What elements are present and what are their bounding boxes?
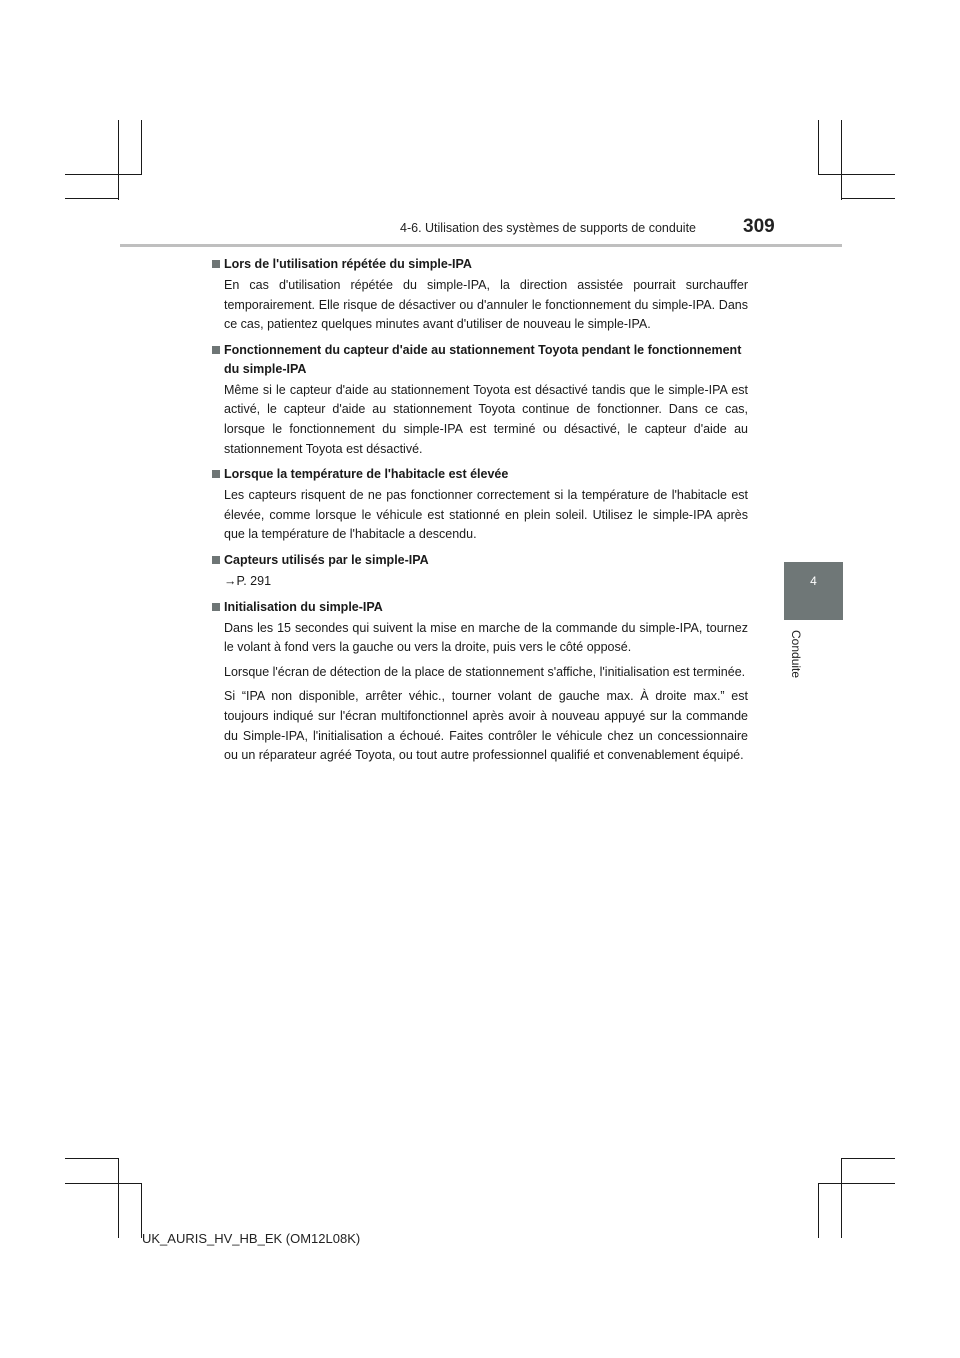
crop-mark <box>818 174 895 175</box>
section-paragraph: Si “IPA non disponible, arrêter véhic., tourner volant de gauche max. À droite max.” est toujours indiqué sur l'écran multifonctionnel après avoir à nouveau appuyé sur la commande du Simple-IPA, l'initialisation a échoué. Faites contrôler le véhicule chez un concessionnaire ou un réparateur agréé Toyota, ou tout autre professionnel qualifié et convenablement équipé. <box>224 689 748 763</box>
chapter-number: 4 <box>810 574 817 588</box>
crop-mark <box>65 1158 119 1159</box>
section-paragraph: Les capteurs risquent de ne pas fonctionner correctement si la température de l'habitacle est élevée, comme lorsque le véhicule est stationné en plein soleil. Utilisez le simple-IPA après que la température de l'habitacle a descendu. <box>224 488 748 542</box>
section-heading <box>212 465 748 484</box>
square-bullet-icon <box>212 346 220 354</box>
section <box>212 598 748 766</box>
chapter-label: Conduite <box>789 630 803 679</box>
crop-mark <box>818 120 819 175</box>
section-paragraph: Lorsque l'écran de détection de la place de stationnement s'affiche, l'initialisation est terminée. <box>224 664 746 679</box>
section-heading-text: Initialisation du simple-IPA <box>224 599 383 614</box>
crop-mark <box>118 1158 119 1238</box>
document-code: UK_AURIS_HV_HB_EK (OM12L08K) <box>142 1231 361 1246</box>
chapter-tab <box>784 562 843 620</box>
section <box>212 255 748 335</box>
section-heading-text: Lorsque la température de l'habitacle est élevée <box>224 467 509 482</box>
section-heading-text: Capteurs utilisés par le simple-IPA <box>224 552 429 567</box>
page-content <box>212 255 748 772</box>
crop-mark <box>818 1183 819 1238</box>
crop-mark <box>65 174 142 175</box>
square-bullet-icon <box>212 556 220 564</box>
section-paragraph: Même si le capteur d'aide au stationnement Toyota est désactivé tandis que le simple-IPA est activé, le capteur d'aide au stationnement Toyota continue de fonctionner. Dans ce cas, lorsque le fonctionnement du simple-IPA est terminé ou désactivé, le capteur d'aide au stationnement Toyota est désactivé. <box>224 382 748 456</box>
crop-mark <box>841 1158 895 1159</box>
section-paragraph: En cas d'utilisation répétée du simple-IPA, la direction assistée pourrait surchauffer temporairement. Elle risque de désactiver ou d'annuler le fonctionnement du simple-IPA. Dans ce cas, patientez quelques minutes avant d'utiliser de nouveau le simple-IPA. <box>224 278 748 332</box>
section <box>212 551 748 592</box>
section <box>212 465 748 545</box>
crop-mark <box>141 1183 142 1238</box>
page-number: 309 <box>743 216 775 237</box>
section-heading <box>212 551 748 570</box>
crop-mark <box>841 120 842 200</box>
section-heading <box>212 598 748 617</box>
crop-mark <box>841 1158 842 1238</box>
crop-mark <box>118 120 119 200</box>
crop-mark <box>65 198 119 199</box>
crop-mark <box>818 1183 895 1184</box>
section-heading-text: Lors de l'utilisation répétée du simple-IPA <box>224 257 472 271</box>
header-rule <box>120 244 842 247</box>
square-bullet-icon <box>212 470 220 478</box>
section-heading <box>212 341 748 379</box>
section-paragraph: Dans les 15 secondes qui suivent la mise en marche de la commande du simple-IPA, tournez le volant à fond vers la gauche ou vers la droite, puis vers le côté opposé. <box>224 620 748 655</box>
crop-mark <box>841 198 895 199</box>
section-paragraph: →P. 291 <box>224 573 272 588</box>
section-heading <box>212 255 748 274</box>
crop-mark <box>141 120 142 175</box>
square-bullet-icon <box>212 603 220 611</box>
crop-mark <box>65 1183 142 1184</box>
square-bullet-icon <box>212 260 220 268</box>
section <box>212 341 748 459</box>
running-header-title: 4-6. Utilisation des systèmes de supports de conduite <box>400 221 696 235</box>
section-heading-text: Fonctionnement du capteur d'aide au stationnement Toyota pendant le fonctionnement du simple-IPA <box>224 342 742 376</box>
